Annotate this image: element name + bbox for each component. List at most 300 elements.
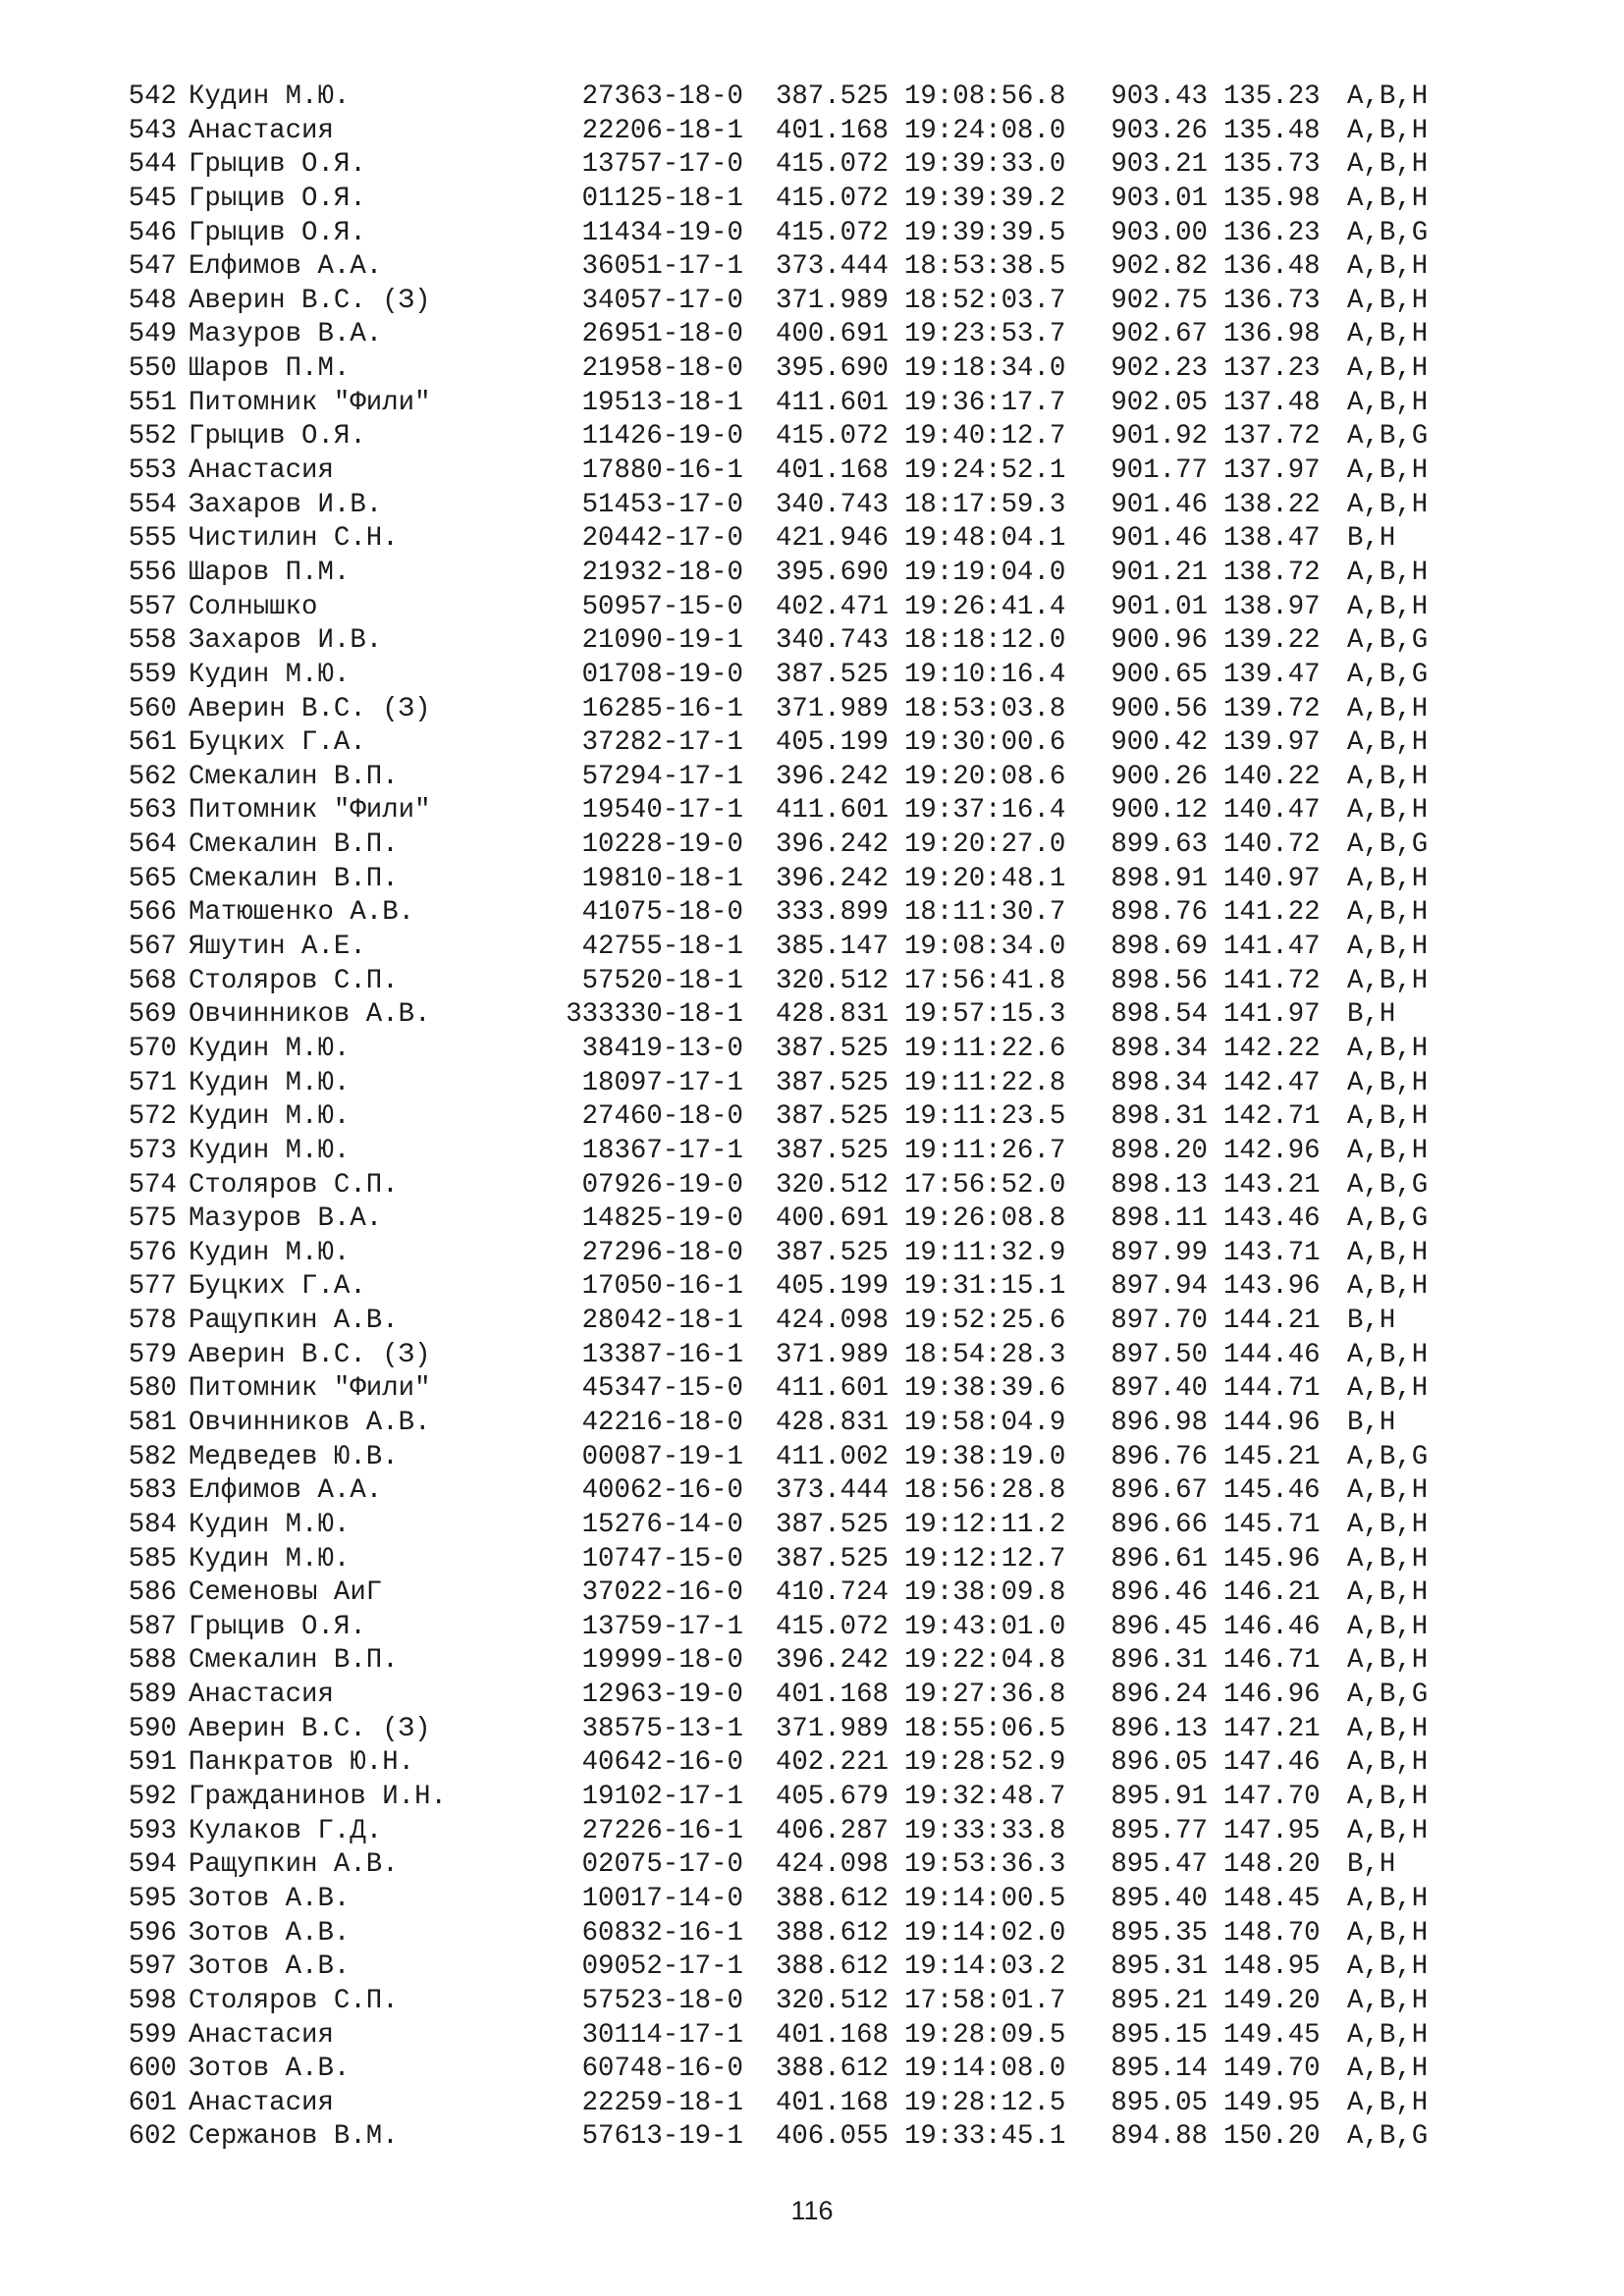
distance-cell: 396.242	[775, 829, 889, 861]
speed-cell: 900.96	[1110, 625, 1208, 657]
arrival-time-cell: 19:48:04.1	[904, 523, 1066, 555]
ring-number-cell: 14825-19-0	[581, 1203, 743, 1235]
coefficient-cell: 145.96	[1223, 1543, 1321, 1575]
fancier-name-cell: Зотов А.В.	[189, 1951, 351, 1983]
table-row	[116, 1339, 1428, 1373]
fancier-name-cell: Кудин М.Ю.	[189, 1067, 351, 1098]
distance-cell: 371.989	[775, 1339, 889, 1370]
table-row	[116, 1202, 1428, 1237]
fancier-name-cell: Грыцив О.Я.	[189, 217, 366, 248]
distance-cell: 340.743	[775, 625, 889, 657]
arrival-time-cell: 19:12:11.2	[904, 1509, 1066, 1540]
groups-cell: A,B,H	[1347, 557, 1429, 588]
speed-cell: 901.21	[1110, 557, 1208, 588]
fancier-name-cell: Смекалин В.П.	[189, 1645, 399, 1677]
coefficient-cell: 141.22	[1223, 897, 1321, 929]
position-cell: 575	[128, 1203, 177, 1235]
arrival-time-cell: 17:56:52.0	[904, 1169, 1066, 1201]
distance-cell: 401.168	[775, 115, 889, 146]
distance-cell: 401.168	[775, 455, 889, 487]
coefficient-cell: 143.71	[1223, 1237, 1321, 1268]
speed-cell: 895.05	[1110, 2087, 1208, 2118]
ring-number-cell: 50957-15-0	[581, 591, 743, 622]
coefficient-cell: 135.48	[1223, 115, 1321, 146]
distance-cell: 406.287	[775, 1815, 889, 1846]
ring-number-cell: 38575-13-1	[581, 1713, 743, 1744]
coefficient-cell: 136.48	[1223, 251, 1321, 283]
arrival-time-cell: 19:28:12.5	[904, 2087, 1066, 2118]
coefficient-cell: 140.47	[1223, 795, 1321, 827]
coefficient-cell: 144.21	[1223, 1306, 1321, 1337]
table-row	[116, 2087, 1428, 2121]
arrival-time-cell: 19:11:32.9	[904, 1237, 1066, 1268]
groups-cell: A,B,G	[1347, 217, 1429, 248]
arrival-time-cell: 19:28:52.9	[904, 1747, 1066, 1779]
position-cell: 557	[128, 591, 177, 622]
fancier-name-cell: Зотов А.В.	[189, 1917, 351, 1949]
speed-cell: 899.63	[1110, 829, 1208, 861]
coefficient-cell: 142.22	[1223, 1033, 1321, 1064]
position-cell: 595	[128, 1883, 177, 1914]
table-row	[116, 1372, 1428, 1407]
speed-cell: 902.75	[1110, 285, 1208, 316]
groups-cell: A,B,H	[1347, 1747, 1429, 1779]
ring-number-cell: 01708-19-0	[581, 659, 743, 690]
groups-cell: A,B,H	[1347, 932, 1429, 963]
fancier-name-cell: Захаров И.В.	[189, 489, 383, 520]
table-row	[116, 148, 1428, 183]
groups-cell: A,B,H	[1347, 897, 1429, 929]
speed-cell: 898.34	[1110, 1067, 1208, 1098]
arrival-time-cell: 19:26:41.4	[904, 591, 1066, 622]
groups-cell: A,B,H	[1347, 1883, 1429, 1914]
fancier-name-cell: Матюшенко А.В.	[189, 897, 415, 929]
ring-number-cell: 07926-19-0	[581, 1169, 743, 1201]
position-cell: 586	[128, 1577, 177, 1609]
ring-number-cell: 21932-18-0	[581, 557, 743, 588]
distance-cell: 395.690	[775, 557, 889, 588]
fancier-name-cell: Грыцив О.Я.	[189, 149, 366, 181]
table-row	[116, 285, 1428, 319]
arrival-time-cell: 19:11:22.6	[904, 1033, 1066, 1064]
coefficient-cell: 135.73	[1223, 149, 1321, 181]
groups-cell: A,B,H	[1347, 319, 1429, 350]
ring-number-cell: 21958-18-0	[581, 353, 743, 385]
ring-number-cell: 42755-18-1	[581, 932, 743, 963]
coefficient-cell: 149.45	[1223, 2019, 1321, 2051]
coefficient-cell: 146.46	[1223, 1611, 1321, 1642]
fancier-name-cell: Кулаков Г.Д.	[189, 1815, 383, 1846]
groups-cell: A,B,G	[1347, 2121, 1429, 2153]
distance-cell: 406.055	[775, 2121, 889, 2153]
speed-cell: 895.77	[1110, 1815, 1208, 1846]
table-row	[116, 1781, 1428, 1815]
arrival-time-cell: 19:12:12.7	[904, 1543, 1066, 1575]
groups-cell: A,B,H	[1347, 591, 1429, 622]
position-cell: 543	[128, 115, 177, 146]
coefficient-cell: 148.70	[1223, 1917, 1321, 1949]
coefficient-cell: 137.48	[1223, 387, 1321, 418]
table-row	[116, 591, 1428, 625]
coefficient-cell: 142.71	[1223, 1101, 1321, 1133]
coefficient-cell: 139.72	[1223, 693, 1321, 724]
fancier-name-cell: Яшутин А.Е.	[189, 932, 366, 963]
fancier-name-cell: Кудин М.Ю.	[189, 81, 351, 112]
ring-number-cell: 19810-18-1	[581, 863, 743, 894]
groups-cell: A,B,H	[1347, 1237, 1429, 1268]
position-cell: 592	[128, 1782, 177, 1813]
speed-cell: 898.34	[1110, 1033, 1208, 1064]
groups-cell: A,B,G	[1347, 659, 1429, 690]
arrival-time-cell: 19:39:33.0	[904, 149, 1066, 181]
position-cell: 547	[128, 251, 177, 283]
arrival-time-cell: 19:10:16.4	[904, 659, 1066, 690]
groups-cell: A,B,H	[1347, 353, 1429, 385]
coefficient-cell: 138.47	[1223, 523, 1321, 555]
speed-cell: 898.31	[1110, 1101, 1208, 1133]
table-row	[116, 624, 1428, 659]
fancier-name-cell: Шаров П.М.	[189, 353, 351, 385]
ring-number-cell: 19999-18-0	[581, 1645, 743, 1677]
ring-number-cell: 27363-18-0	[581, 81, 743, 112]
fancier-name-cell: Грыцив О.Я.	[189, 421, 366, 453]
groups-cell: A,B,G	[1347, 625, 1429, 657]
arrival-time-cell: 19:08:34.0	[904, 932, 1066, 963]
coefficient-cell: 140.97	[1223, 863, 1321, 894]
groups-cell: B,H	[1347, 1849, 1396, 1881]
table-row	[116, 896, 1428, 931]
ring-number-cell: 17050-16-1	[581, 1271, 743, 1303]
fancier-name-cell: Кудин М.Ю.	[189, 659, 351, 690]
speed-cell: 903.26	[1110, 115, 1208, 146]
position-cell: 572	[128, 1101, 177, 1133]
position-cell: 544	[128, 149, 177, 181]
ring-number-cell: 13387-16-1	[581, 1339, 743, 1370]
position-cell: 580	[128, 1373, 177, 1405]
groups-cell: A,B,H	[1347, 1101, 1429, 1133]
distance-cell: 411.601	[775, 1373, 889, 1405]
position-cell: 594	[128, 1849, 177, 1881]
distance-cell: 405.679	[775, 1782, 889, 1813]
fancier-name-cell: Зотов А.В.	[189, 2054, 351, 2085]
coefficient-cell: 147.70	[1223, 1782, 1321, 1813]
speed-cell: 903.01	[1110, 183, 1208, 214]
groups-cell: A,B,H	[1347, 1339, 1429, 1370]
distance-cell: 396.242	[775, 863, 889, 894]
groups-cell: A,B,H	[1347, 965, 1429, 996]
position-cell: 552	[128, 421, 177, 453]
arrival-time-cell: 19:20:08.6	[904, 761, 1066, 792]
arrival-time-cell: 18:55:06.5	[904, 1713, 1066, 1744]
groups-cell: A,B,H	[1347, 1373, 1429, 1405]
position-cell: 588	[128, 1645, 177, 1677]
ring-number-cell: 45347-15-0	[581, 1373, 743, 1405]
speed-cell: 896.67	[1110, 1475, 1208, 1507]
fancier-name-cell: Сержанов В.М.	[189, 2121, 399, 2153]
speed-cell: 902.67	[1110, 319, 1208, 350]
distance-cell: 371.989	[775, 693, 889, 724]
speed-cell: 895.91	[1110, 1782, 1208, 1813]
arrival-time-cell: 19:18:34.0	[904, 353, 1066, 385]
fancier-name-cell: Грыцив О.Я.	[189, 183, 366, 214]
ring-number-cell: 20442-17-0	[581, 523, 743, 555]
groups-cell: A,B,H	[1347, 455, 1429, 487]
ring-number-cell: 13757-17-0	[581, 149, 743, 181]
fancier-name-cell: Буцких Г.А.	[189, 727, 366, 759]
arrival-time-cell: 19:24:52.1	[904, 455, 1066, 487]
coefficient-cell: 135.23	[1223, 81, 1321, 112]
arrival-time-cell: 19:11:23.5	[904, 1101, 1066, 1133]
coefficient-cell: 136.73	[1223, 285, 1321, 316]
coefficient-cell: 141.72	[1223, 965, 1321, 996]
fancier-name-cell: Овчинников А.В.	[189, 999, 431, 1031]
position-cell: 554	[128, 489, 177, 520]
speed-cell: 903.43	[1110, 81, 1208, 112]
table-row	[116, 1407, 1428, 1441]
ring-number-cell: 38419-13-0	[581, 1033, 743, 1064]
arrival-time-cell: 18:18:12.0	[904, 625, 1066, 657]
table-row	[116, 352, 1428, 387]
arrival-time-cell: 19:14:00.5	[904, 1883, 1066, 1914]
distance-cell: 428.831	[775, 999, 889, 1031]
arrival-time-cell: 19:39:39.2	[904, 183, 1066, 214]
speed-cell: 896.61	[1110, 1543, 1208, 1575]
distance-cell: 415.072	[775, 183, 889, 214]
coefficient-cell: 143.21	[1223, 1169, 1321, 1201]
coefficient-cell: 142.47	[1223, 1067, 1321, 1098]
fancier-name-cell: Питомник "Фили"	[189, 795, 431, 827]
fancier-name-cell: Аверин В.С. (З)	[189, 693, 431, 724]
fancier-name-cell: Грыцив О.Я.	[189, 1611, 366, 1642]
speed-cell: 896.98	[1110, 1407, 1208, 1438]
ring-number-cell: 01125-18-1	[581, 183, 743, 214]
position-cell: 551	[128, 387, 177, 418]
speed-cell: 901.77	[1110, 455, 1208, 487]
table-row	[116, 454, 1428, 489]
coefficient-cell: 137.23	[1223, 353, 1321, 385]
coefficient-cell: 136.98	[1223, 319, 1321, 350]
distance-cell: 373.444	[775, 1475, 889, 1507]
position-cell: 578	[128, 1306, 177, 1337]
coefficient-cell: 142.96	[1223, 1135, 1321, 1166]
position-cell: 593	[128, 1815, 177, 1846]
arrival-time-cell: 19:37:16.4	[904, 795, 1066, 827]
arrival-time-cell: 18:56:28.8	[904, 1475, 1066, 1507]
position-cell: 587	[128, 1611, 177, 1642]
fancier-name-cell: Анастасия	[189, 2019, 334, 2051]
coefficient-cell: 149.20	[1223, 1985, 1321, 2016]
distance-cell: 320.512	[775, 965, 889, 996]
ring-number-cell: 19102-17-1	[581, 1782, 743, 1813]
position-cell: 558	[128, 625, 177, 657]
ring-number-cell: 00087-19-1	[581, 1441, 743, 1472]
fancier-name-cell: Ращупкин А.В.	[189, 1306, 399, 1337]
speed-cell: 897.70	[1110, 1306, 1208, 1337]
ring-number-cell: 19513-18-1	[581, 387, 743, 418]
table-row	[116, 1135, 1428, 1169]
arrival-time-cell: 19:40:12.7	[904, 421, 1066, 453]
arrival-time-cell: 19:57:15.3	[904, 999, 1066, 1031]
speed-cell: 897.99	[1110, 1237, 1208, 1268]
speed-cell: 896.46	[1110, 1577, 1208, 1609]
ring-number-cell: 30114-17-1	[581, 2019, 743, 2051]
coefficient-cell: 137.72	[1223, 421, 1321, 453]
position-cell: 583	[128, 1475, 177, 1507]
distance-cell: 388.612	[775, 2054, 889, 2085]
arrival-time-cell: 19:14:02.0	[904, 1917, 1066, 1949]
distance-cell: 387.525	[775, 1543, 889, 1575]
position-cell: 582	[128, 1441, 177, 1472]
arrival-time-cell: 19:08:56.8	[904, 81, 1066, 112]
fancier-name-cell: Питомник "Фили"	[189, 387, 431, 418]
speed-cell: 895.21	[1110, 1985, 1208, 2016]
position-cell: 563	[128, 795, 177, 827]
groups-cell: A,B,H	[1347, 1135, 1429, 1166]
table-row	[116, 761, 1428, 795]
distance-cell: 396.242	[775, 761, 889, 792]
distance-cell: 371.989	[775, 1713, 889, 1744]
fancier-name-cell: Кудин М.Ю.	[189, 1033, 351, 1064]
fancier-name-cell: Кудин М.Ю.	[189, 1509, 351, 1540]
distance-cell: 388.612	[775, 1951, 889, 1983]
groups-cell: A,B,H	[1347, 1271, 1429, 1303]
table-row	[116, 557, 1428, 591]
distance-cell: 387.525	[775, 1509, 889, 1540]
distance-cell: 424.098	[775, 1849, 889, 1881]
groups-cell: A,B,H	[1347, 115, 1429, 146]
groups-cell: A,B,H	[1347, 1713, 1429, 1744]
arrival-time-cell: 19:20:27.0	[904, 829, 1066, 861]
groups-cell: A,B,H	[1347, 1067, 1429, 1098]
coefficient-cell: 148.45	[1223, 1883, 1321, 1914]
distance-cell: 340.743	[775, 489, 889, 520]
position-cell: 555	[128, 523, 177, 555]
position-cell: 566	[128, 897, 177, 929]
arrival-time-cell: 19:58:04.9	[904, 1407, 1066, 1438]
groups-cell: A,B,H	[1347, 489, 1429, 520]
speed-cell: 900.42	[1110, 727, 1208, 759]
speed-cell: 902.23	[1110, 353, 1208, 385]
speed-cell: 898.76	[1110, 897, 1208, 929]
position-cell: 598	[128, 1985, 177, 2016]
groups-cell: A,B,H	[1347, 1782, 1429, 1813]
table-row	[116, 1679, 1428, 1713]
groups-cell: B,H	[1347, 523, 1396, 555]
groups-cell: A,B,G	[1347, 1680, 1429, 1711]
position-cell: 576	[128, 1237, 177, 1268]
coefficient-cell: 150.20	[1223, 2121, 1321, 2153]
ring-number-cell: 17880-16-1	[581, 455, 743, 487]
coefficient-cell: 148.20	[1223, 1849, 1321, 1881]
speed-cell: 896.24	[1110, 1680, 1208, 1711]
coefficient-cell: 148.95	[1223, 1951, 1321, 1983]
speed-cell: 898.13	[1110, 1169, 1208, 1201]
ring-number-cell: 11426-19-0	[581, 421, 743, 453]
ring-number-cell: 10747-15-0	[581, 1543, 743, 1575]
distance-cell: 385.147	[775, 932, 889, 963]
fancier-name-cell: Кудин М.Ю.	[189, 1543, 351, 1575]
groups-cell: A,B,H	[1347, 1509, 1429, 1540]
position-cell: 574	[128, 1169, 177, 1201]
arrival-time-cell: 19:23:53.7	[904, 319, 1066, 350]
ring-number-cell: 22206-18-1	[581, 115, 743, 146]
table-row	[116, 1576, 1428, 1611]
distance-cell: 424.098	[775, 1306, 889, 1337]
arrival-time-cell: 18:52:03.7	[904, 285, 1066, 316]
ring-number-cell: 60748-16-0	[581, 2054, 743, 2085]
ring-number-cell: 12963-19-0	[581, 1680, 743, 1711]
coefficient-cell: 145.46	[1223, 1475, 1321, 1507]
distance-cell: 400.691	[775, 319, 889, 350]
speed-cell: 898.56	[1110, 965, 1208, 996]
speed-cell: 900.12	[1110, 795, 1208, 827]
groups-cell: A,B,G	[1347, 421, 1429, 453]
coefficient-cell: 139.47	[1223, 659, 1321, 690]
fancier-name-cell: Елфимов А.А.	[189, 1475, 383, 1507]
ring-number-cell: 10228-19-0	[581, 829, 743, 861]
table-row	[116, 2019, 1428, 2054]
table-row	[116, 1917, 1428, 1951]
distance-cell: 401.168	[775, 2087, 889, 2118]
arrival-time-cell: 19:38:09.8	[904, 1577, 1066, 1609]
fancier-name-cell: Смекалин В.П.	[189, 761, 399, 792]
groups-cell: A,B,G	[1347, 829, 1429, 861]
distance-cell: 405.199	[775, 727, 889, 759]
position-cell: 564	[128, 829, 177, 861]
distance-cell: 388.612	[775, 1917, 889, 1949]
position-cell: 550	[128, 353, 177, 385]
fancier-name-cell: Анастасия	[189, 115, 334, 146]
speed-cell: 896.76	[1110, 1441, 1208, 1472]
fancier-name-cell: Питомник "Фили"	[189, 1373, 431, 1405]
ring-number-cell: 18367-17-1	[581, 1135, 743, 1166]
table-row	[116, 1441, 1428, 1475]
table-row	[116, 115, 1428, 149]
speed-cell: 896.45	[1110, 1611, 1208, 1642]
position-cell: 569	[128, 999, 177, 1031]
arrival-time-cell: 19:14:03.2	[904, 1951, 1066, 1983]
distance-cell: 415.072	[775, 1611, 889, 1642]
table-row	[116, 1270, 1428, 1305]
ring-number-cell: 41075-18-0	[581, 897, 743, 929]
table-row	[116, 965, 1428, 999]
speed-cell: 901.46	[1110, 489, 1208, 520]
arrival-time-cell: 19:20:48.1	[904, 863, 1066, 894]
groups-cell: B,H	[1347, 999, 1396, 1031]
arrival-time-cell: 19:52:25.6	[904, 1306, 1066, 1337]
speed-cell: 894.88	[1110, 2121, 1208, 2153]
coefficient-cell: 147.21	[1223, 1713, 1321, 1744]
table-row	[116, 1985, 1428, 2019]
position-cell: 565	[128, 863, 177, 894]
ring-number-cell: 57523-18-0	[581, 1985, 743, 2016]
arrival-time-cell: 19:28:09.5	[904, 2019, 1066, 2051]
speed-cell: 903.21	[1110, 149, 1208, 181]
ring-number-cell: 37022-16-0	[581, 1577, 743, 1609]
groups-cell: A,B,H	[1347, 387, 1429, 418]
coefficient-cell: 138.22	[1223, 489, 1321, 520]
position-cell: 548	[128, 285, 177, 316]
arrival-time-cell: 19:19:04.0	[904, 557, 1066, 588]
fancier-name-cell: Кудин М.Ю.	[189, 1101, 351, 1133]
coefficient-cell: 146.71	[1223, 1645, 1321, 1677]
position-cell: 601	[128, 2087, 177, 2118]
groups-cell: A,B,H	[1347, 1611, 1429, 1642]
table-row	[116, 998, 1428, 1033]
groups-cell: A,B,H	[1347, 795, 1429, 827]
fancier-name-cell: Аверин В.С. (З)	[189, 285, 431, 316]
distance-cell: 387.525	[775, 81, 889, 112]
